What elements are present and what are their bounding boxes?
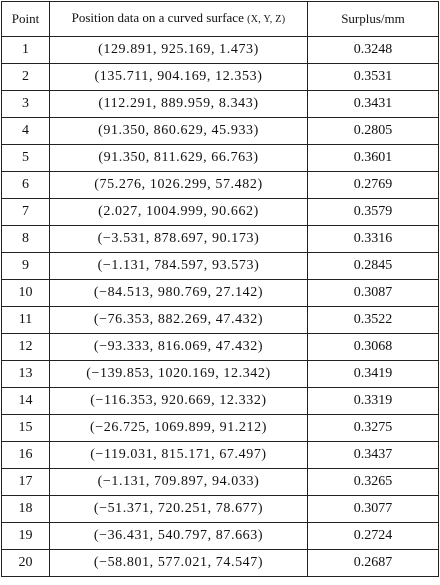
table-row (2, 334, 439, 361)
table-row (2, 118, 439, 145)
cell-point: 3 (2, 91, 50, 118)
cell-point: 17 (2, 469, 50, 496)
cell-surplus: 0.2687 (308, 550, 439, 577)
cell-point: 16 (2, 442, 50, 469)
cell-surplus: 0.2845 (308, 253, 439, 280)
table-row (2, 496, 439, 523)
data-table-container (1, 1, 438, 577)
cell-surplus: 0.3419 (308, 361, 439, 388)
table-row (2, 280, 439, 307)
cell-position: (−116.353, 920.669, 12.332) (50, 388, 308, 415)
table-body (2, 37, 439, 577)
cell-position: (112.291, 889.959, 8.343) (50, 91, 308, 118)
cell-point: 15 (2, 415, 50, 442)
cell-position: (−1.131, 709.897, 94.033) (50, 469, 308, 496)
cell-surplus: 0.3601 (308, 145, 439, 172)
cell-point: 2 (2, 64, 50, 91)
cell-position: (−119.031, 815.171, 67.497) (50, 442, 308, 469)
table-row (2, 253, 439, 280)
cell-position: (−93.333, 816.069, 47.432) (50, 334, 308, 361)
cell-point: 13 (2, 361, 50, 388)
table-row (2, 442, 439, 469)
cell-position: (75.276, 1026.299, 57.482) (50, 172, 308, 199)
table-row (2, 307, 439, 334)
cell-surplus: 0.3579 (308, 199, 439, 226)
header-surplus-label: Surplus/mm (341, 11, 405, 26)
cell-position: (91.350, 860.629, 45.933) (50, 118, 308, 145)
cell-point: 1 (2, 37, 50, 64)
cell-position: (−139.853, 1020.169, 12.342) (50, 361, 308, 388)
cell-surplus: 0.3319 (308, 388, 439, 415)
cell-position: (2.027, 1004.999, 90.662) (50, 199, 308, 226)
header-position-label: Position data on a curved surface (71, 10, 244, 25)
cell-point: 4 (2, 118, 50, 145)
cell-surplus: 0.3087 (308, 280, 439, 307)
cell-point: 11 (2, 307, 50, 334)
header-point-label: Point (11, 11, 40, 26)
cell-position: (−36.431, 540.797, 87.663) (50, 523, 308, 550)
table-header (2, 2, 439, 37)
cell-point: 5 (2, 145, 50, 172)
header-position (50, 2, 308, 37)
cell-point: 20 (2, 550, 50, 577)
table-row (2, 37, 439, 64)
cell-surplus: 0.3077 (308, 496, 439, 523)
cell-position: (−84.513, 980.769, 27.142) (50, 280, 308, 307)
cell-surplus: 0.2805 (308, 118, 439, 145)
table-row (2, 469, 439, 496)
cell-surplus: 0.3522 (308, 307, 439, 334)
cell-point: 12 (2, 334, 50, 361)
table-row (2, 145, 439, 172)
cell-position: (−3.531, 878.697, 90.173) (50, 226, 308, 253)
table-row (2, 361, 439, 388)
cell-point: 8 (2, 226, 50, 253)
header-row (2, 2, 439, 37)
cell-surplus: 0.3316 (308, 226, 439, 253)
cell-point: 18 (2, 496, 50, 523)
table-row (2, 523, 439, 550)
cell-surplus: 0.3248 (308, 37, 439, 64)
cell-point: 14 (2, 388, 50, 415)
cell-surplus: 0.3265 (308, 469, 439, 496)
cell-surplus: 0.3275 (308, 415, 439, 442)
header-point (2, 2, 50, 37)
table-row (2, 415, 439, 442)
header-position-axes: (X, Y, Z) (247, 14, 286, 25)
cell-surplus: 0.2769 (308, 172, 439, 199)
cell-point: 10 (2, 280, 50, 307)
cell-position: (−58.801, 577.021, 74.547) (50, 550, 308, 577)
table-row (2, 91, 439, 118)
cell-point: 7 (2, 199, 50, 226)
cell-position: (−76.353, 882.269, 47.432) (50, 307, 308, 334)
cell-surplus: 0.3437 (308, 442, 439, 469)
cell-surplus: 0.3431 (308, 91, 439, 118)
surplus-data-table (1, 1, 439, 577)
header-surplus (308, 2, 439, 37)
cell-surplus: 0.2724 (308, 523, 439, 550)
table-row (2, 172, 439, 199)
table-row (2, 226, 439, 253)
cell-point: 9 (2, 253, 50, 280)
cell-surplus: 0.3531 (308, 64, 439, 91)
cell-point: 19 (2, 523, 50, 550)
cell-surplus: 0.3068 (308, 334, 439, 361)
cell-position: (−51.371, 720.251, 78.677) (50, 496, 308, 523)
table-row (2, 64, 439, 91)
table-row (2, 550, 439, 577)
cell-position: (135.711, 904.169, 12.353) (50, 64, 308, 91)
cell-position: (129.891, 925.169, 1.473) (50, 37, 308, 64)
cell-position: (−1.131, 784.597, 93.573) (50, 253, 308, 280)
table-row (2, 388, 439, 415)
cell-point: 6 (2, 172, 50, 199)
cell-position: (−26.725, 1069.899, 91.212) (50, 415, 308, 442)
cell-position: (91.350, 811.629, 66.763) (50, 145, 308, 172)
table-row (2, 199, 439, 226)
